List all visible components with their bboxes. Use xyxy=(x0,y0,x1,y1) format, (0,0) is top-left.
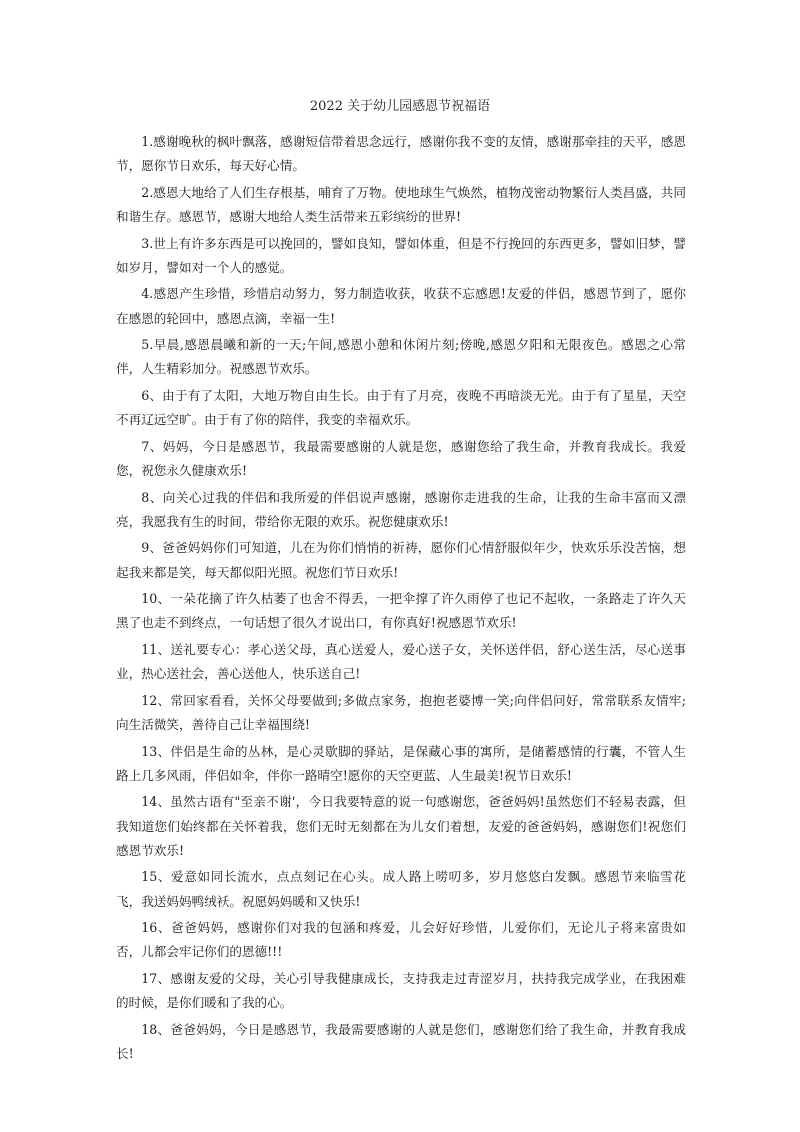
document-body xyxy=(116,130,686,1069)
paragraph-1: 1.感谢晚秋的枫叶飘落，感谢短信带着思念远行，感谢你我不变的友情，感谢那牵挂的天平，感恩节，愿你节日欢乐，每天好心情。 xyxy=(116,134,686,174)
paragraph-8: 8、向关心过我的伴侣和我所爱的伴侣说声感谢，感谢你走进我的生命，让我的生命丰富而又漂亮，我愿我有生的时间，带给你无限的欢乐。祝您健康欢乐! xyxy=(116,489,686,529)
paragraph-4: 4.感恩产生珍惜，珍惜启动努力，努力制造收获，收获不忘感恩!友爱的伴侣，感恩节到了，愿你在感恩的轮回中，感恩点滴，幸福一生! xyxy=(116,286,686,326)
paragraph-2: 2.感恩大地给了人们生存根基，哺育了万物。使地球生气焕然，植物茂密动物繁衍人类昌盛，共同和谐生存。感恩节，感谢大地给人类生活带来五彩缤纷的世界! xyxy=(116,184,686,224)
paragraph-6: 6、由于有了太阳，大地万物自由生长。由于有了月亮，夜晚不再暗淡无光。由于有了星星，天空不再辽远空旷。由于有了你的陪伴，我变的幸福欢乐。 xyxy=(116,387,686,428)
paragraph-17: 17、感谢友爱的父母，关心引导我健康成长，支持我走过青涩岁月，扶持我完成学业，在我困难的时候，是你们暖和了我的心。 xyxy=(116,970,686,1011)
paragraph-7: 7、妈妈，今日是感恩节，我最需要感谢的人就是您，感谢您给了我生命，并教育我成长。我爱您，祝您永久健康欢乐! xyxy=(116,438,686,478)
paragraph-3: 3.世上有许多东西是可以挽回的，譬如良知，譬如体重，但是不行挽回的东西更多，譬如旧梦，譬如岁月，譬如对一个人的感觉。 xyxy=(116,235,686,275)
document-title: 2022 关于幼儿园感恩节祝福语 xyxy=(309,99,491,114)
paragraph-5: 5.早晨,感恩晨曦和新的一天;午间,感恩小憩和休闲片刻;傍晚,感恩夕阳和无限夜色。感恩之心常伴，人生精彩加分。祝感恩节欢乐。 xyxy=(116,337,686,377)
paragraph-16: 16、爸爸妈妈，感谢你们对我的包涵和疼爱，儿会好好珍惜，儿爱你们，无论儿子将来富贵如否，儿都会牢记你们的恩德!!! xyxy=(116,920,686,960)
paragraph-11: 11、送礼要专心：孝心送父母，真心送爱人，爱心送子女，关怀送伴侣，舒心送生活，尽心送事业，热心送社会，善心送他人，快乐送自己! xyxy=(116,641,686,682)
paragraph-12: 12、常回家看看，关怀父母要做到;多做点家务，抱抱老婆博一笑;向伴侣问好，常常联系友情牢;向生活微笑，善待自己让幸福围绕! xyxy=(116,692,686,732)
paragraph-18: 18、爸爸妈妈，今日是感恩节，我最需要感谢的人就是您们，感谢您们给了我生命，并教育我成长! xyxy=(116,1021,686,1061)
paragraph-9: 9、爸爸妈妈你们可知道，儿在为你们悄悄的祈祷，愿你们心情舒服似年少，快欢乐乐没苦恼，想起我来都是笑，每天都似阳光照。祝您们节日欢乐! xyxy=(116,540,686,580)
paragraph-15: 15、爱意如同长流水，点点刻记在心头。成人路上唠叨多，岁月悠悠白发飘。感恩节来临雪花飞，我送妈妈鸭绒袄。祝愿妈妈暖和又快乐! xyxy=(116,869,686,909)
paragraph-10: 10、一朵花摘了许久枯萎了也舍不得丢，一把伞撑了许久雨停了也记不起收，一条路走了许久天黑了也走不到终点，一句话想了很久才说出口，有你真好!祝感恩节欢乐! xyxy=(116,591,686,631)
paragraph-13: 13、伴侣是生命的丛林，是心灵歇脚的驿站，是保藏心事的寓所，是储蓄感情的行囊，不管人生路上几多风雨，伴侣如伞，伴你一路晴空!愿你的天空更蓝、人生最美!祝节日欢乐! xyxy=(116,743,686,783)
paragraph-14: 14、虽然古语有"至亲不谢'，今日我要特意的说一句感谢您，爸爸妈妈!虽然您们不轻易表露，但我知道您们始终都在关怀着我，您们无时无刻都在为儿女们着想，友爱的爸爸妈妈，感谢您们!祝您们感恩节欢乐! xyxy=(116,794,686,858)
